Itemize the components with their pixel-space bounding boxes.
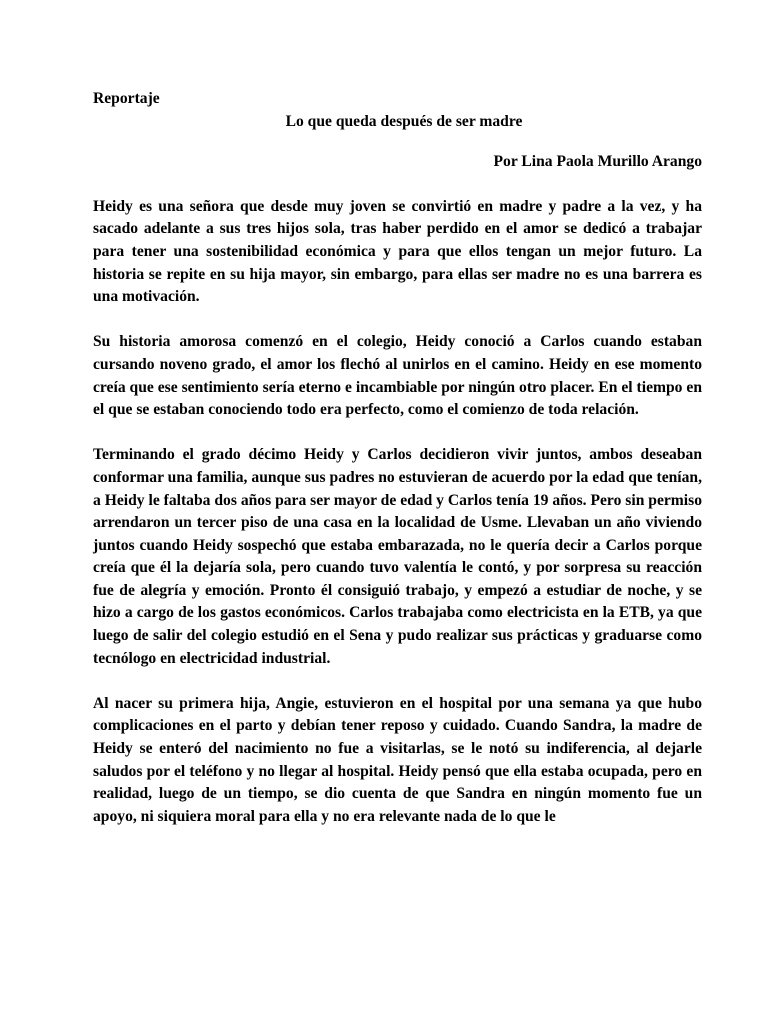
section-label: Reportaje — [93, 90, 160, 107]
document-page — [93, 88, 702, 828]
document-title: Lo que queda después de ser madre — [285, 112, 523, 130]
paragraph-3: Terminando el grado décimo Heidy y Carlos decidieron vivir juntos, ambos deseaban conformar una familia, aunque sus padres no estuvieran de acuerdo por la edad que tenían, a Heidy le faltaba dos años para ser mayor de edad y Carlos tenía 19 años. Pero sin permiso arrendaron un tercer piso de una casa en la localidad de Usme. Llevaban un año viviendo juntos cuando Heidy sospechó que estaba embarazada, no le quería decir a Carlos porque creía que él la dejaría sola, pero cuando tuvo valentía le contó, y por sorpresa su reacción fue de alegría y emoción. Pronto él consiguió trabajo, y empezó a estudiar de noche, y se hizo a cargo de los gastos económicos. Carlos trabajaba como electricista en la ETB, ya que luego de salir del colegio estudió en el Sena y pudo realizar sus prácticas y graduarse como tecnólogo en electricidad industrial. — [93, 446, 702, 667]
paragraph-4: Al nacer su primera hija, Angie, estuvieron en el hospital por una semana ya que hubo complicaciones en el parto y debían tener reposo y cuidado. Cuando Sandra, la madre de Heidy se enteró del nacimiento no fue a visitarlas, se le notó su indiferencia, al dejarle saludos por el teléfono y no llegar al hospital. Heidy pensó que ella estaba ocupada, pero en realidad, luego de un tiempo, se dio cuenta de que Sandra en ningún momento fue un apoyo, ni siquiera moral para ella y no era relevante nada de lo que le — [93, 694, 702, 825]
author-byline: Por Lina Paola Murillo Arango — [493, 153, 702, 171]
body-text — [93, 196, 702, 829]
paragraph-1: Heidy es una señora que desde muy joven se convirtió en madre y padre a la vez, y ha sacado adelante a sus tres hijos sola, tras haber perdido en el amor se dedicó a trabajar para tener una sostenibilidad económica y para que ellos tengan un mejor futuro. La historia se repite en su hija mayor, sin embargo, para ellas ser madre no es una barrera es una motivación. — [93, 197, 702, 306]
paragraph-2: Su historia amorosa comenzó en el colegio, Heidy conoció a Carlos cuando estaban cursando noveno grado, el amor los flechó al unirlos en el camino. Heidy en ese momento creía que ese sentimiento sería eterno e incambiable por ningún otro placer. En el tiempo en el que se estaban conociendo todo era perfecto, como el comienzo de toda relación. — [93, 333, 702, 419]
